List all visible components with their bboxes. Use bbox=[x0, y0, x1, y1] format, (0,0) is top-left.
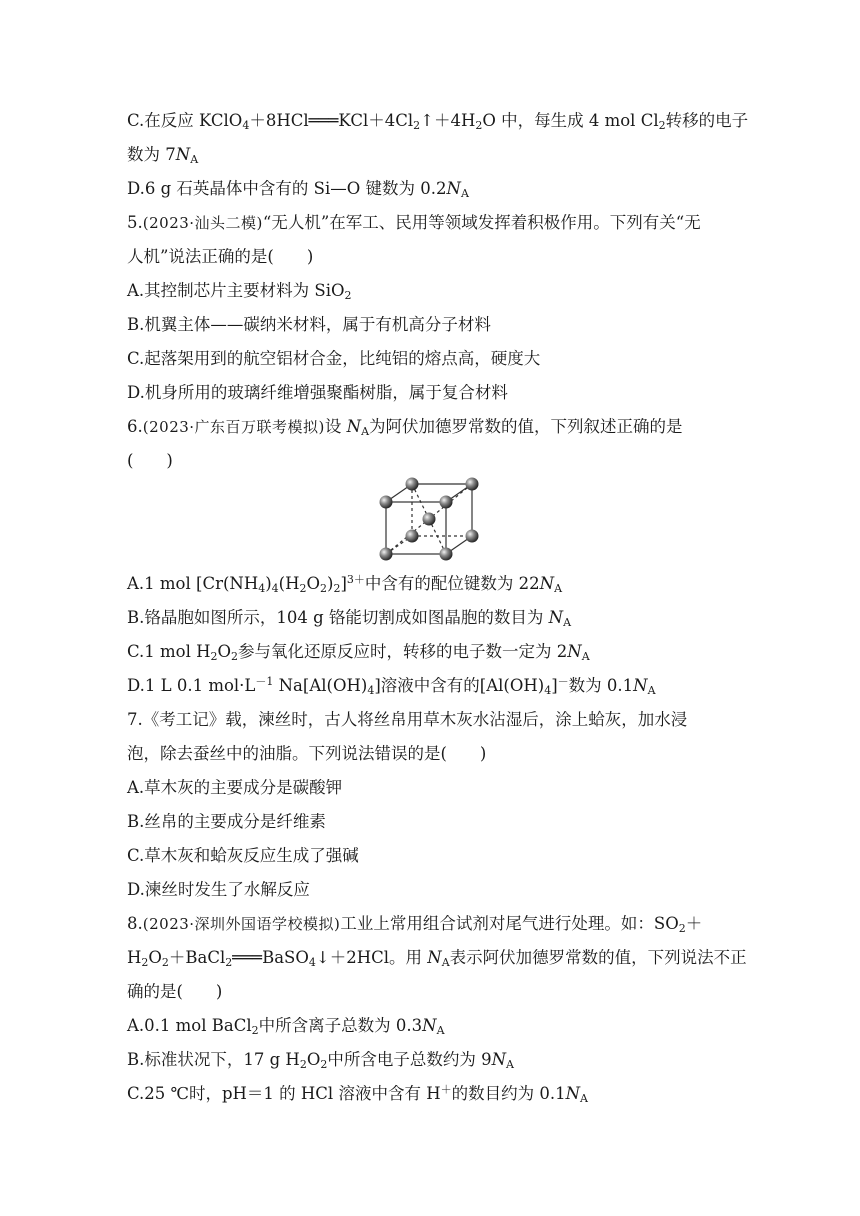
q5-option-d: D.机身所用的玻璃纤维增强聚酯树脂，属于复合材料 bbox=[127, 383, 508, 402]
q8-stem: 8.(2023·深圳外国语学校模拟)工业上常用组合试剂对尾气进行处理。如：$SO_2+$ bbox=[127, 914, 703, 935]
chromium-unit-cell-figure bbox=[376, 474, 484, 566]
q5-stem-cont: 人机”说法正确的是( ) bbox=[127, 247, 314, 266]
q6-stem: 6.(2023·广东百万联考模拟)设 $N_A$为阿伏加德罗常数的值，下列叙述正确的是 bbox=[127, 417, 683, 438]
q7-option-b: B.丝帛的主要成分是纤维素 bbox=[127, 812, 326, 831]
q7-option-a: A.草木灰的主要成分是碳酸钾 bbox=[127, 778, 343, 797]
q7-option-c: C.草木灰和蛤灰反应生成了强碱 bbox=[127, 846, 359, 865]
q4-option-c-cont: 数为 $7N_A$ bbox=[127, 145, 199, 166]
q5-option-b: B.机翼主体——碳纳米材料，属于有机高分子材料 bbox=[127, 315, 491, 334]
q6-stem-cont: ( ) bbox=[127, 451, 173, 470]
q6-option-b: B.铬晶胞如图所示，104 g 铬能切割成如图晶胞的数目为 $N_A$ bbox=[127, 608, 572, 629]
q7-stem: 7.《考工记》载，湅丝时，古人将丝帛用草木灰水沾湿后，涂上蛤灰，加水浸 bbox=[127, 710, 688, 729]
q5-option-a: A.其控制芯片主要材料为 SiO$_2$ bbox=[127, 281, 352, 302]
q7-stem-cont: 泡，除去蚕丝中的油脂。下列说法错误的是( ) bbox=[127, 744, 487, 763]
q8-option-a: A.0.1 mol BaCl$_2$中所含离子总数为 $0.3N_A$ bbox=[127, 1016, 445, 1037]
q8-stem-cont: $H_2O_2+BaCl_2═══BaSO_4↓+2HCl$。用 $N_A$表示阿伏加德罗常数的值，下列说法不正 bbox=[127, 948, 747, 969]
q6-option-d: D.1 L 0.1 $mol\cdot L^{-1}$ $Na[Al(OH)_4]$溶液中含有的$[Al(OH)_4]^-$数为 $0.1N_A$ bbox=[127, 675, 656, 697]
q4-option-d: D.6 g 石英晶体中含有的 Si—O 键数为 $0.2N_A$ bbox=[127, 179, 469, 200]
q7-option-d: D.湅丝时发生了水解反应 bbox=[127, 880, 310, 899]
q5-stem: 5.(2023·汕头二模)“无人机”在军工、民用等领域发挥着积极作用。下列有关“无 bbox=[127, 213, 701, 232]
q8-option-b: B.标准状况下，17 g $H_2O_2$中所含电子总数约为 $9N_A$ bbox=[127, 1050, 514, 1071]
q8-option-c: C.25 ℃时，pH＝1 的 HCl 溶液中含有 H＋的数目约为 $0.1N_A$ bbox=[127, 1083, 588, 1105]
q6-option-a: A.1 mol $[Cr(NH_4)_4(H_2O_2)_2]^{3+}$中含有的配位键数为 $22N_A$ bbox=[127, 573, 563, 595]
q8-stem-cont2: 确的是( ) bbox=[127, 982, 223, 1001]
q5-option-c: C.起落架用到的航空铝材合金，比纯铝的熔点高，硬度大 bbox=[127, 349, 541, 368]
q6-option-c: C.1 mol $H_2O_2$参与氧化还原反应时，转移的电子数一定为 $2N_A$ bbox=[127, 642, 590, 663]
q4-option-c: C.在反应 $KClO_4+8HCl═══KCl+4Cl_2↑+4H_2O$ 中，每生成 4 mol $Cl_2$转移的电子 bbox=[127, 111, 749, 132]
